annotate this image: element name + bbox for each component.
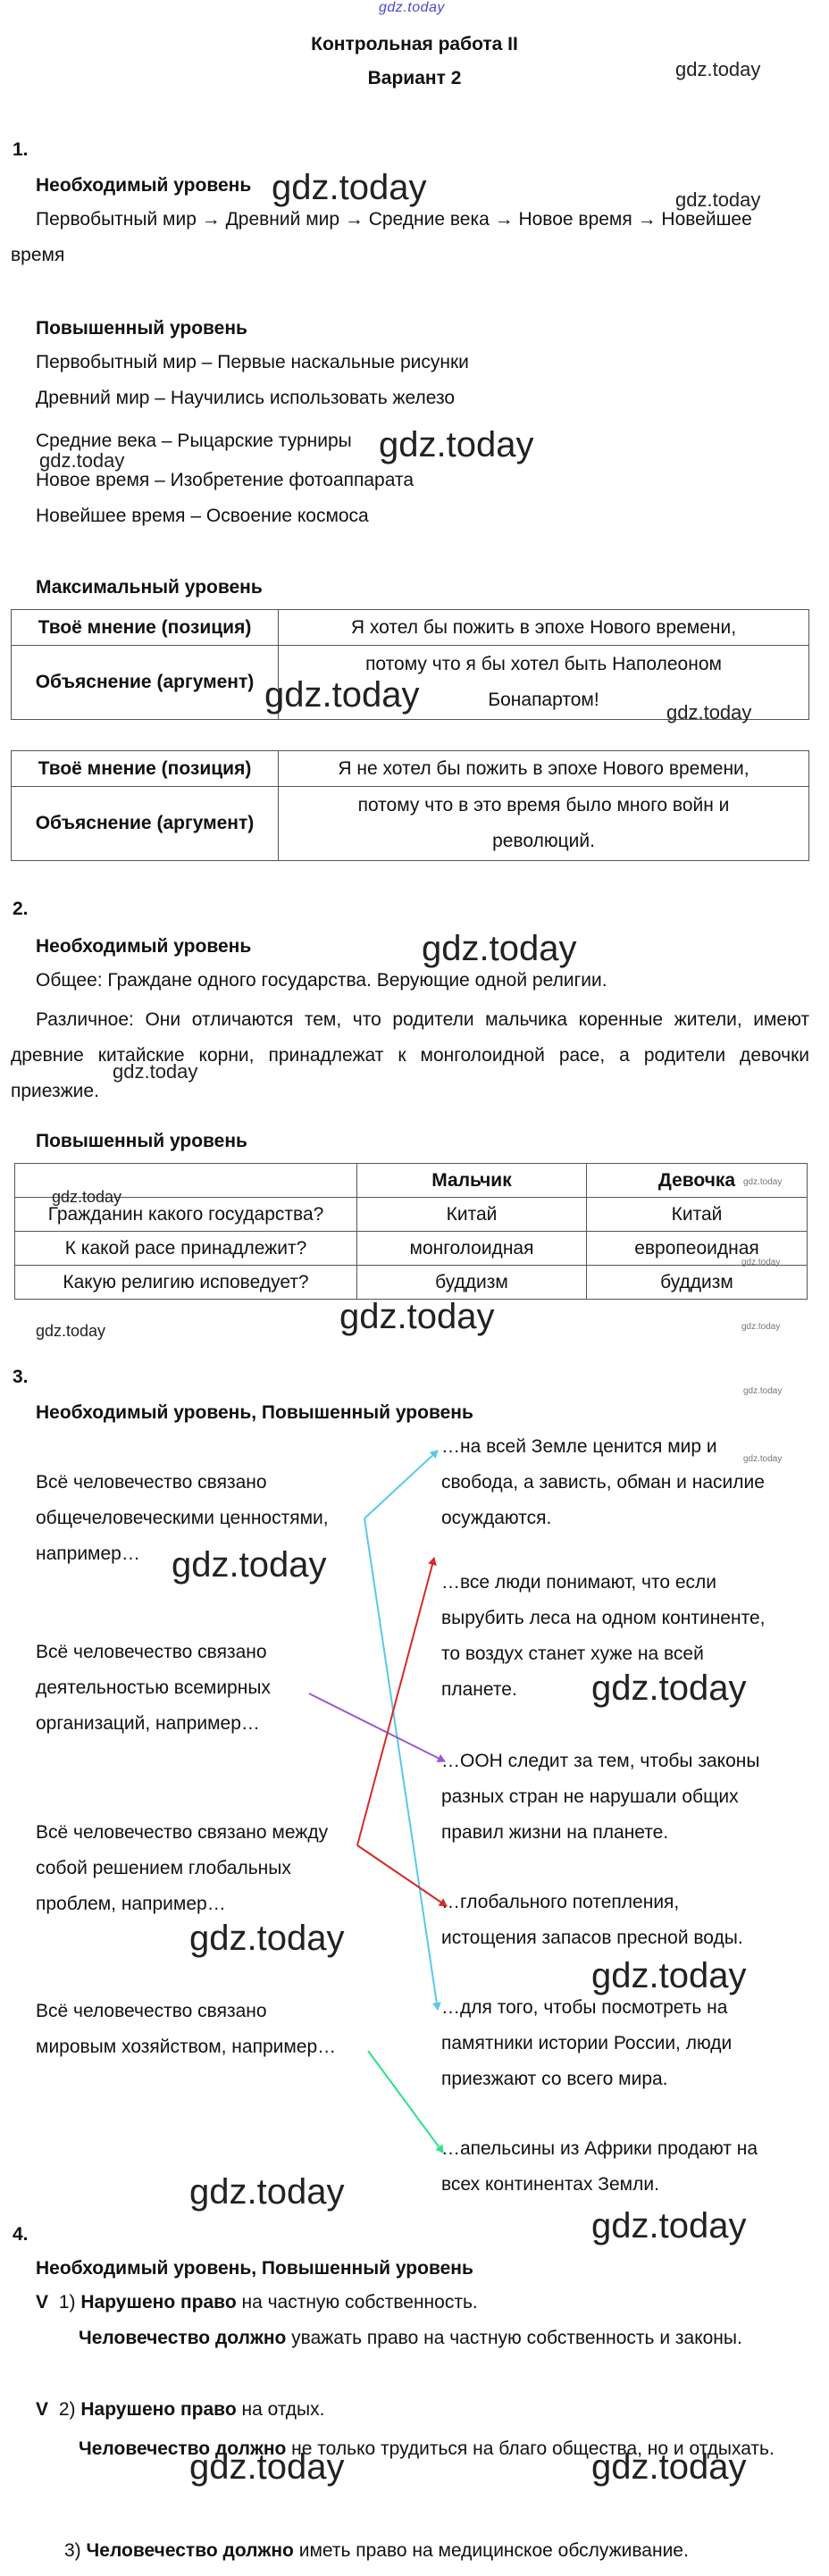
watermark: gdz.today <box>189 1919 345 1958</box>
table-cell: Я не хотел бы пожить в эпохе Нового времени, <box>279 751 809 787</box>
watermark: gdz.today <box>741 1322 781 1332</box>
table-cell-line: потому что в это время было много войн и <box>357 795 730 815</box>
table-cell-line: революций. <box>492 831 595 851</box>
section-heading: Необходимый уровень, Повышенный уровень <box>36 2258 473 2279</box>
watermark: gdz.today <box>591 2206 747 2246</box>
emphasis: Человечество должно <box>86 2540 294 2561</box>
arrow-problems-warming <box>357 1845 447 1906</box>
table-header: Девочка <box>587 1164 808 1198</box>
table-label: Твоё мнение (позиция) <box>12 610 279 646</box>
text-line: …ООН следит за тем, чтобы законы <box>441 1751 760 1771</box>
watermark: gdz.today <box>743 1386 783 1396</box>
item-number: 1) <box>58 2292 76 2313</box>
table-cell: Китай <box>587 1198 808 1232</box>
watermark: gdz.today <box>339 1297 495 1336</box>
table-cell: буддизм <box>357 1266 587 1300</box>
watermark: gdz.today <box>36 1322 106 1340</box>
table-cell: Я хотел бы пожить в эпохе Нового времени, <box>279 610 809 646</box>
section-heading: Необходимый уровень <box>36 175 252 196</box>
table-cell-line: Бонапартом! <box>488 690 599 710</box>
watermark: gdz.today <box>741 1258 781 1267</box>
text-line: правил жизни на планете. <box>441 1822 669 1843</box>
answer-line <box>79 2326 742 2350</box>
text-line: …все люди понимают, что если <box>441 1572 717 1593</box>
item-number: 2) <box>58 2399 76 2420</box>
text-line: организаций, например… <box>36 1713 260 1734</box>
table-cell: монголоидная <box>357 1232 587 1266</box>
task-number: 4. <box>13 2224 29 2245</box>
text-line: то воздух станет хуже на всей <box>441 1643 704 1664</box>
section-heading: Повышенный уровень <box>36 1131 247 1151</box>
task-number: 2. <box>13 899 29 919</box>
watermark: gdz.today <box>39 449 125 472</box>
list-item: Древний мир – Научились использовать железо <box>36 388 456 408</box>
check-mark: V <box>36 2292 49 2313</box>
arrow-economy-oranges <box>368 2051 443 2153</box>
page-title: Контрольная работа II <box>311 34 518 54</box>
arrow-values-peace <box>364 1451 438 1518</box>
text-line: вырубить леса на одном континенте, <box>441 1608 766 1628</box>
task-number: 1. <box>13 139 29 160</box>
text-line: Всё человечество связано <box>36 1642 267 1662</box>
paragraph: Общее: Граждане одного государства. Верующие одной религии. <box>36 970 607 991</box>
emphasis: Человечество должно <box>79 2328 287 2348</box>
task-number: 3. <box>13 1367 29 1387</box>
answer-text: иметь право на медицинское обслуживание. <box>293 2540 689 2561</box>
table-label: Объяснение (аргумент) <box>12 646 279 720</box>
text-line: общечеловеческими ценностями, <box>36 1508 329 1528</box>
answer-text: на отдых. <box>236 2399 325 2420</box>
answer-text: на частную собственность. <box>236 2292 478 2313</box>
text-line: Всё человечество связано <box>36 1472 267 1493</box>
text-line: Всё человечество связано между <box>36 1822 329 1843</box>
watermark: gdz.today <box>743 1177 783 1187</box>
watermark: gdz.today <box>591 2447 747 2487</box>
answer-line <box>36 2290 478 2314</box>
check-mark: V <box>36 2399 49 2420</box>
table-cell: Китай <box>357 1198 587 1232</box>
emphasis: Человечество должно <box>79 2438 287 2459</box>
text-line: проблем, например… <box>36 1894 226 1914</box>
table-cell-line: потому что я бы хотел быть Наполеоном <box>365 654 722 674</box>
watermark: gdz.today <box>172 1545 327 1585</box>
table-header: Мальчик <box>357 1164 587 1198</box>
section-heading: Максимальный уровень <box>36 577 263 598</box>
text-line: свобода, а зависть, обман и насилие <box>441 1472 765 1493</box>
text-line: мировым хозяйством, например… <box>36 2037 337 2057</box>
text-line: приезжают со всего мира. <box>441 2069 668 2089</box>
list-item: Средние века – Рыцарские турниры <box>36 431 352 451</box>
list-item: Первобытный мир – Первые наскальные рисунки <box>36 352 469 372</box>
text-line: …апельсины из Африки продают на <box>441 2138 758 2159</box>
text-line: деятельностью всемирных <box>36 1677 271 1698</box>
text-line: Всё человечество связано <box>36 2001 267 2021</box>
text-line: …для того, чтобы посмотреть на <box>441 1997 728 2018</box>
variant-title: Вариант 2 <box>367 68 462 88</box>
table-label: Объяснение (аргумент) <box>12 787 279 861</box>
watermark: gdz.today <box>591 1669 747 1708</box>
arrow-organizations-un <box>309 1694 445 1761</box>
text-line: планете. <box>441 1679 517 1700</box>
table-label: Твоё мнение (позиция) <box>12 751 279 787</box>
watermark: gdz.today <box>675 58 761 80</box>
text-line: памятники истории России, люди <box>441 2033 733 2053</box>
paragraph: время <box>11 245 65 265</box>
section-heading: Повышенный уровень <box>36 318 247 339</box>
watermark: gdz.today <box>264 675 420 715</box>
section-heading: Необходимый уровень <box>36 936 252 957</box>
site-logo[interactable]: gdz.today <box>379 0 445 15</box>
text-line: разных стран не нарушали общих <box>441 1786 739 1807</box>
answer-line <box>36 2397 324 2421</box>
watermark: gdz.today <box>113 1060 198 1083</box>
arrow-problems-forests <box>357 1558 434 1845</box>
text-line: например… <box>36 1543 140 1564</box>
text-line: собой решением глобальных <box>36 1858 291 1878</box>
text-line: истощения запасов пресной воды. <box>441 1928 743 1948</box>
emphasis: Нарушено право <box>80 2292 237 2313</box>
text-line: …на всей Земле ценится мир и <box>441 1436 717 1457</box>
table-cell: буддизм <box>587 1266 808 1300</box>
watermark: gdz.today <box>591 1956 747 1995</box>
watermark: gdz.today <box>272 168 427 207</box>
watermark: gdz.today <box>675 188 761 211</box>
text-line: всех континентах Земли. <box>441 2174 659 2195</box>
item-number: 3) <box>64 2540 81 2561</box>
watermark: gdz.today <box>189 2447 345 2487</box>
watermark: gdz.today <box>189 2172 345 2212</box>
section-heading: Необходимый уровень, Повышенный уровень <box>36 1402 473 1423</box>
table-cell: К какой расе принадлежит? <box>15 1232 357 1266</box>
answer-text: не только трудиться на благо общества, но и отдыхать. <box>286 2438 775 2459</box>
text-line: осуждаются. <box>441 1508 552 1528</box>
watermark: gdz.today <box>52 1188 122 1206</box>
watermark: gdz.today <box>666 701 752 723</box>
table-cell: европеоидная <box>587 1232 808 1266</box>
emphasis: Нарушено право <box>80 2399 237 2420</box>
watermark: gdz.today <box>743 1454 783 1464</box>
paragraph: Первобытный мир → Древний мир → Средние века → Новое время → Новейшее <box>36 209 752 230</box>
table-cell: Какую религию исповедует? <box>15 1266 357 1300</box>
list-item: Новое время – Изобретение фотоаппарата <box>36 470 414 490</box>
arrow-values-history <box>364 1518 438 2010</box>
paragraph: Различное: Они отличаются тем, что родители мальчика коренные жители, имеют древние китайские корни, принадлежат к монголоидной расе, а родители девочки приезжие. <box>11 1009 809 1101</box>
watermark: gdz.today <box>379 425 534 464</box>
answer-text: уважать право на частную собственность и законы. <box>286 2328 742 2348</box>
table-cell: Гражданин какого государства? <box>15 1198 357 1232</box>
text-line: …глобального потепления, <box>441 1892 680 1912</box>
list-item: Новейшее время – Освоение космоса <box>36 506 369 526</box>
answer-line <box>64 2538 689 2563</box>
watermark: gdz.today <box>422 929 577 968</box>
